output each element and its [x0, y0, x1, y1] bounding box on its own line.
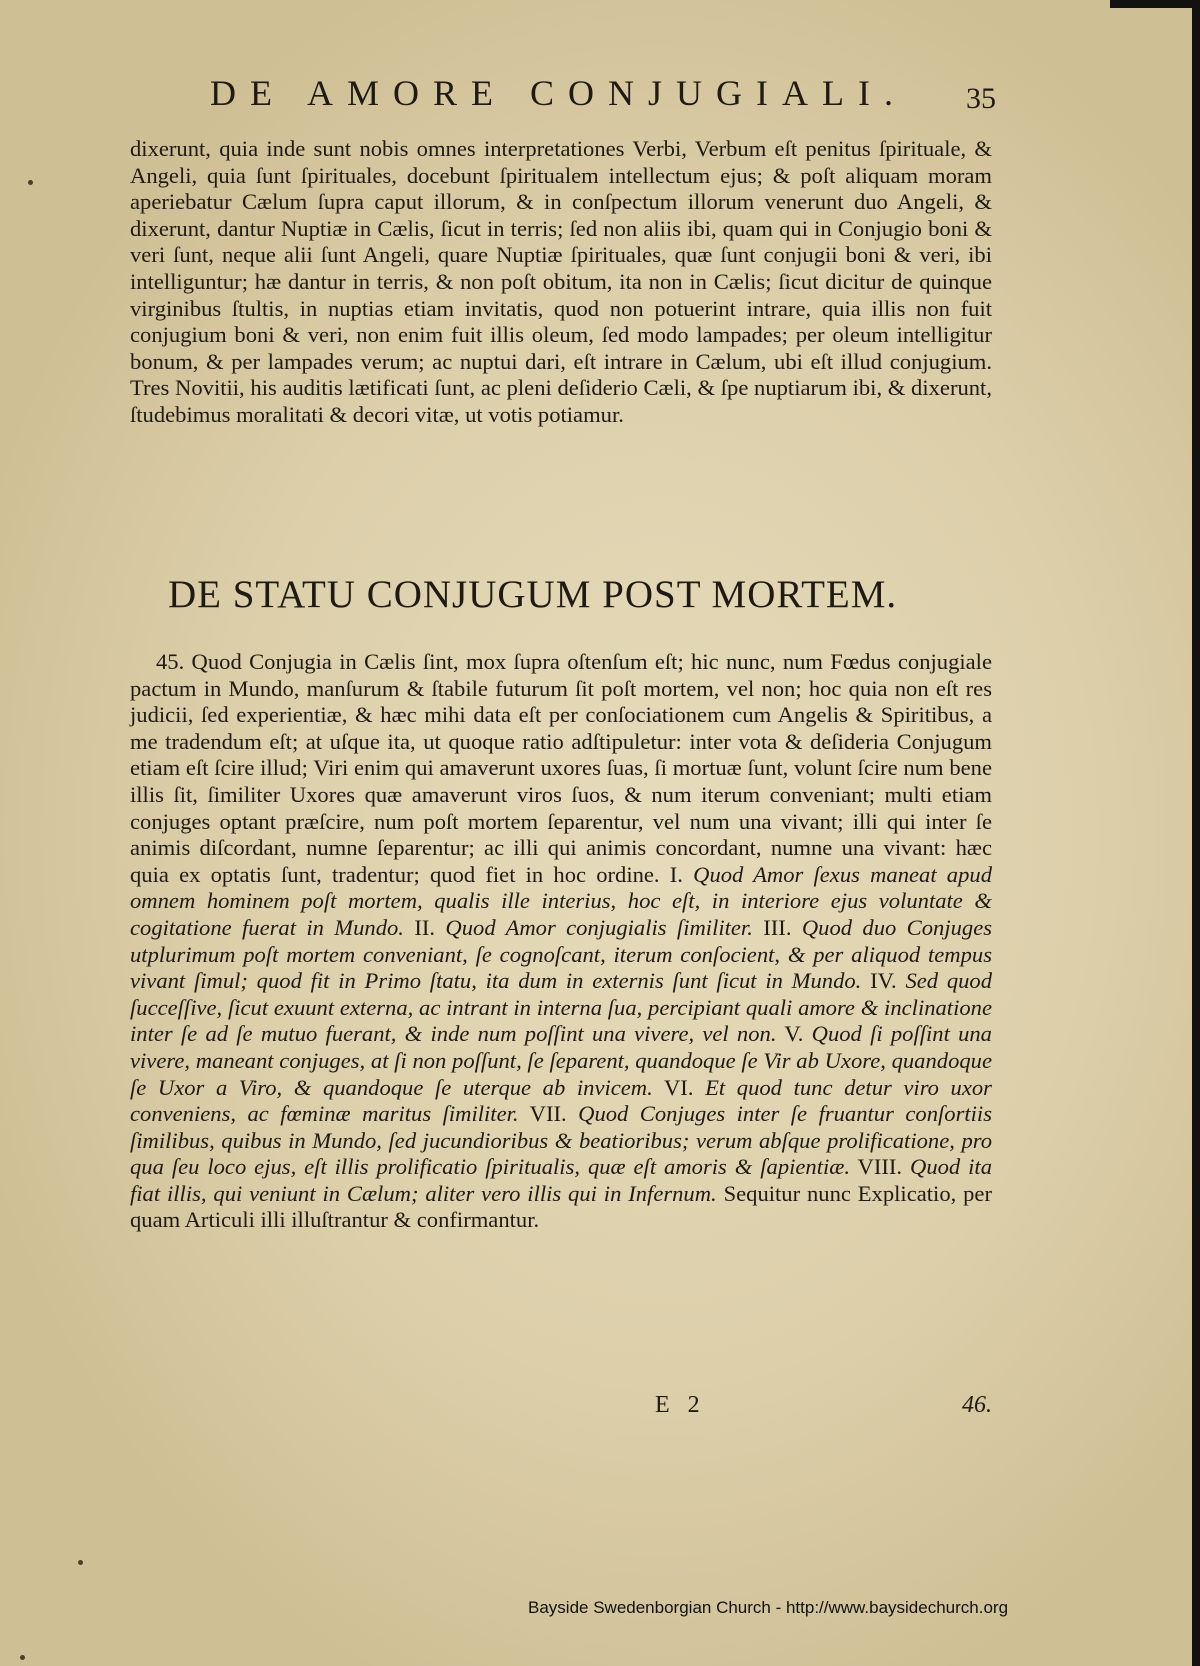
- article-num: V.: [784, 1021, 804, 1047]
- article-num: VIII.: [857, 1154, 903, 1180]
- signature-mark: E 2: [655, 1392, 706, 1418]
- article-num: I.: [669, 861, 683, 887]
- page-corner-shadow: [1110, 0, 1200, 8]
- page-edge-shadow: [1192, 0, 1200, 1666]
- running-head: DE AMORE CONJUGIALI.: [210, 73, 907, 113]
- ink-speck: [28, 180, 33, 185]
- article-text: Quod ita fiat illis, qui veniunt in Cælum; aliter vero illis qui in Infernum.: [130, 1154, 992, 1206]
- page-footer: [130, 1392, 992, 1422]
- article-num: IV.: [870, 968, 897, 994]
- section-title: DE STATU CONJUGUM POST MORTEM.: [168, 573, 898, 616]
- article-text: Quod Amor conjugialis ſimiliter.: [445, 914, 753, 940]
- source-watermark: Bayside Swedenborgian Church - http://www.baysidechurch.org: [528, 1598, 1009, 1617]
- ink-speck: [78, 1560, 83, 1565]
- article-text: Quod duo Conjuges utplurimum poſt mortem conveniant, ſe cognoſcant, iterum conſocient, & per aliquod tempus vivant ſimul; quod fit in Primo ſtatu, ita dum in externis ſunt ſicut in Mundo.: [130, 914, 993, 994]
- continued-paragraph: dixerunt, quia inde sunt nobis omnes interpretationes Verbi, Verbum eſt penitus ſpirituale, & Angeli, quia ſunt ſpirituales, docebunt ſpiritualem intellectum ejus; & poſt aliquam moram aperiebatur Cælum ſupra caput illorum, & in conſpectum illorum venerunt duo Angeli, & dixerunt, dantur Nuptiæ in Cælis, ſicut in terris; ſed non aliis ibi, quam qui in Conjugio boni & veri ſunt, neque alii ſunt Angeli, quare Nuptiæ ſpirituales, quæ ſunt conjugii boni & veri, ibi intelliguntur; hæ dantur in terris, & non poſt obitum, ita non in Cælis; ſicut dicitur de quinque virginibus ſtultis, in nuptias etiam invitatis, quod non potuerint intrare, quia illis non fuit conjugium boni & veri, non enim fuit illis oleum, ſed modo lampades; per oleum intelligitur bonum, & per lampades verum; ac nuptui dari, eſt intrare in Cælum, ubi eſt illud conjugium. Tres Novitii, his auditis lætificati ſunt, ac pleni deſiderio Cæli, & ſpe nuptiarum ibi, & dixerunt, ſtudebimus moralitati & decori vitæ, ut votis potiamur.: [130, 136, 992, 427]
- article-num: II.: [414, 914, 436, 940]
- paragraph-intro: 45. Quod Conjugia in Cælis ſint, mox ſupra oſtenſum eſt; hic nunc, num Fœdus conjugiale pactum in Mundo, manſurum & ſtabile futurum ſit poſt mortem, vel non; hoc quia non eſt res judicii, ſed experientiæ, & hæc mihi data eſt per conſociationem cum Angelis & Spiritibus, a me tradendum eſt; at uſque ita, ut quoque ratio adſtipuletur: inter vota & deſideria Conjugum etiam eſt ſcire illud; Viri enim qui amaverunt uxores ſuas, ſi mortuæ ſunt, volunt ſcire num bene illis ſit, ſimiliter Uxores quæ amaverunt viros ſuos, & num iterum conveniant; multi etiam conjuges optant præſcire, num poſt mortem ſeparentur, vel num una vivant; illi qui inter ſe animis diſcordant, numne ſeparentur; ac illi qui animis concordant, numne una vivant: hæc quia ex optatis ſunt, tradentur; quod fiet in hoc ordine.: [130, 649, 992, 887]
- article-text: Sed quod ſucceſſive, ſicut exuunt externa, ac intrant in interna ſua, percipiant quali amore & inclinatione inter ſe ad ſe mutuo fuerant, & inde num poſſint una vivere, vel non.: [130, 968, 993, 1047]
- article-text: Et quod tunc detur viro uxor conveniens, ac fœminæ maritus ſimiliter.: [130, 1074, 992, 1127]
- ink-speck: [20, 1655, 25, 1660]
- article-num: III.: [763, 914, 792, 940]
- article-num: VI.: [663, 1074, 694, 1100]
- article-text: Quod Conjuges inter ſe fruantur conſortiis ſimilibus, quibus in Mundo, ſed jucundioribus & beatioribus; verum abſque prolificatione, pro qua ſeu loco ejus, eſt illis prolificatio ſpiritualis, quæ eſt amoris & ſapientiæ.: [130, 1101, 992, 1180]
- article-text: Quod Amor ſexus maneat apud omnem hominem poſt mortem, qualis ille interius, hoc eſt, in interiore ejus voluntate & cogitatione fuerat in Mundo.: [130, 861, 992, 940]
- closing-sentence: Sequitur nunc Explicatio, per quam Articuli illi illuſtrantur & confirmantur.: [130, 1180, 992, 1233]
- page-number: 35: [966, 82, 996, 115]
- article-text: Quod ſi poſſint una vivere, maneant conjuges, at ſi non poſſunt, ſe ſeparent, quandoque ſe Vir ab Uxore, quandoque ſe Uxor a Viro, & quandoque ſe uterque ab invicem.: [130, 1021, 992, 1100]
- article-num: VII.: [529, 1101, 567, 1127]
- main-paragraph: [130, 649, 992, 1234]
- catchword: 46.: [962, 1392, 992, 1418]
